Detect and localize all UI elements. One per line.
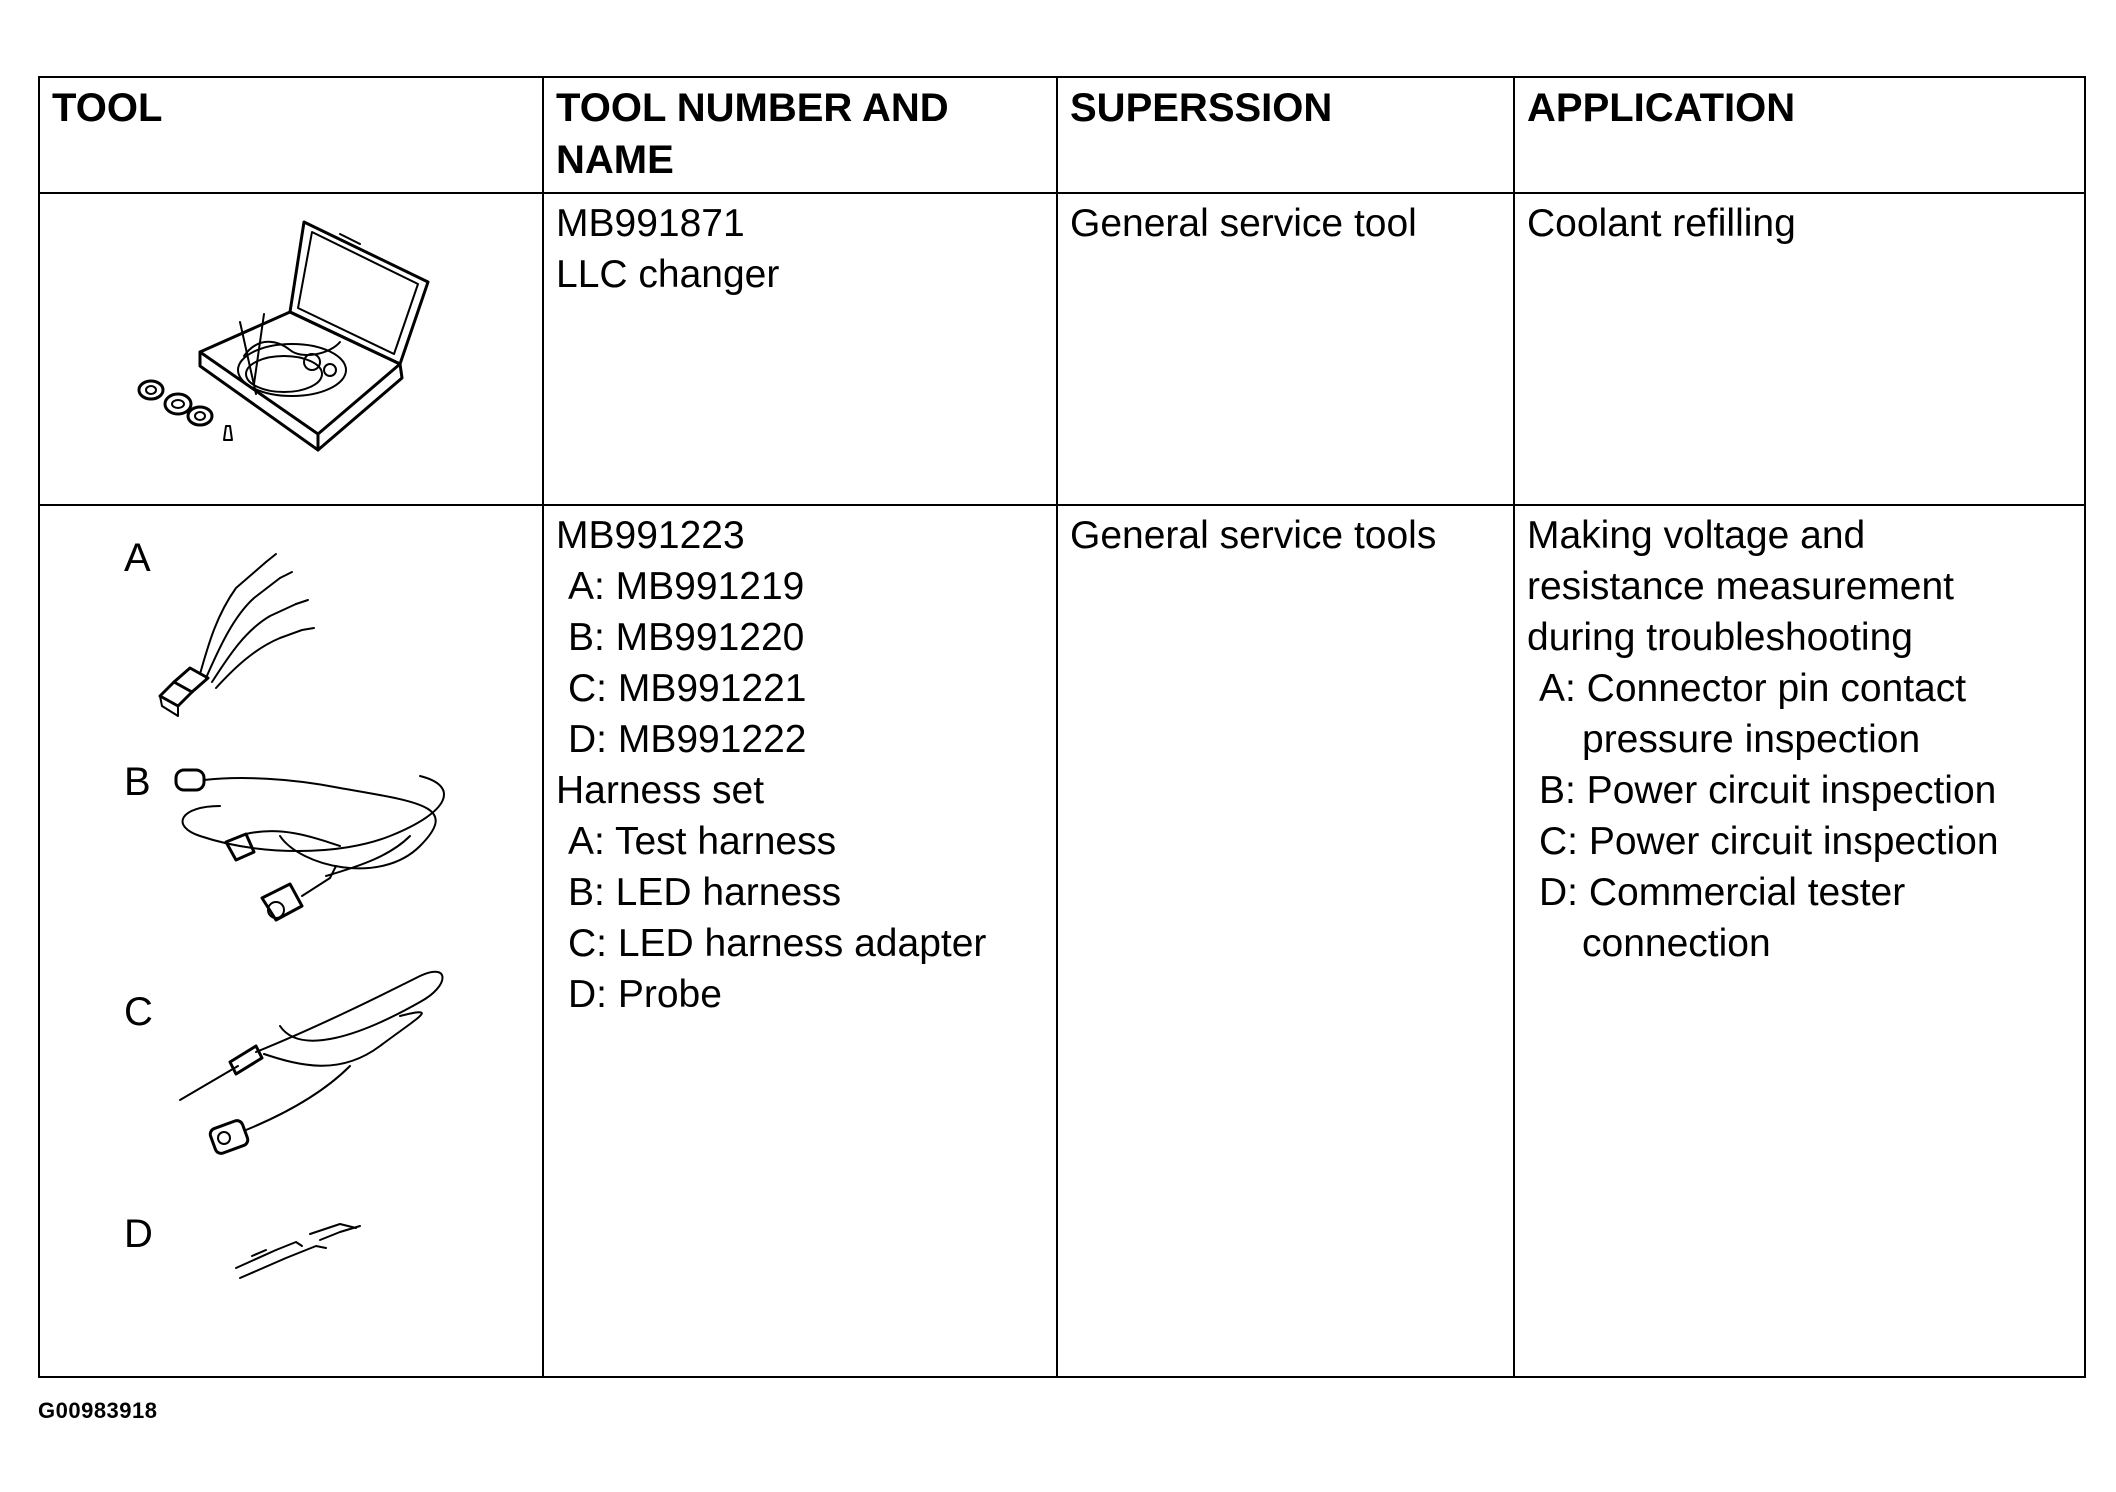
- tool-name: Harness set: [556, 769, 765, 812]
- part-name-d: D: Probe: [568, 973, 722, 1016]
- part-number-a: A: MB991219: [568, 565, 805, 608]
- part-name-a: A: Test harness: [568, 820, 837, 863]
- application-item-d: D: Commercial tester: [1539, 871, 1906, 914]
- tool-number: MB991223: [556, 514, 745, 557]
- table-row: [39, 505, 2085, 1377]
- supersession-cell: General service tools: [1057, 505, 1514, 1377]
- header-row: [39, 77, 2085, 193]
- tool-letter-d: D: [124, 1212, 153, 1256]
- part-name-b: B: LED harness: [568, 871, 842, 914]
- application-cell: Coolant refilling: [1514, 193, 2085, 505]
- part-number-b: B: MB991220: [568, 616, 805, 659]
- part-name-c: C: LED harness adapter: [568, 922, 987, 965]
- led-harness-icon: [176, 770, 444, 920]
- tool-name: LLC changer: [556, 253, 780, 296]
- led-harness-adapter-icon: [180, 972, 443, 1155]
- application-item-b: B: Power circuit inspection: [1539, 769, 1997, 812]
- tool-image-cell-harness-set: [39, 505, 543, 1377]
- header-tool-number-and-name: TOOL NUMBER AND NAME: [543, 77, 1057, 193]
- tool-number-and-name-cell: [543, 193, 1057, 505]
- application-item-a: A: Connector pin contact: [1539, 667, 1967, 710]
- tool-number: MB991871: [556, 202, 745, 245]
- table-row: [39, 193, 2085, 505]
- header-supersession: SUPERSSION: [1057, 77, 1514, 193]
- llc-changer-case-icon: [40, 194, 540, 504]
- tool-letter-b: B: [124, 760, 151, 804]
- probe-icon: [236, 1224, 360, 1278]
- figure-id: G00983918: [38, 1398, 158, 1423]
- tool-letter-c: C: [124, 990, 153, 1034]
- special-tools-table: [38, 76, 2086, 1378]
- supersession-cell: General service tool: [1057, 193, 1514, 505]
- application-cell: Making voltage and resistance measurement during troubleshooting A: Connector pin contact pressure inspection B: Power circuit inspection C: Power circuit inspection D: Commercial tester connection: [1514, 505, 2085, 1377]
- tool-image-cell-llc-changer: [39, 193, 543, 505]
- header-tool: TOOL: [39, 77, 543, 193]
- application-item-c: C: Power circuit inspection: [1539, 820, 1999, 863]
- part-number-d: D: MB991222: [568, 718, 807, 761]
- part-number-c: C: MB991221: [568, 667, 807, 710]
- tool-letter-a: A: [124, 536, 151, 580]
- tool-number-and-name-cell: [543, 505, 1057, 1377]
- header-application: APPLICATION: [1514, 77, 2085, 193]
- test-harness-icon: [160, 554, 314, 716]
